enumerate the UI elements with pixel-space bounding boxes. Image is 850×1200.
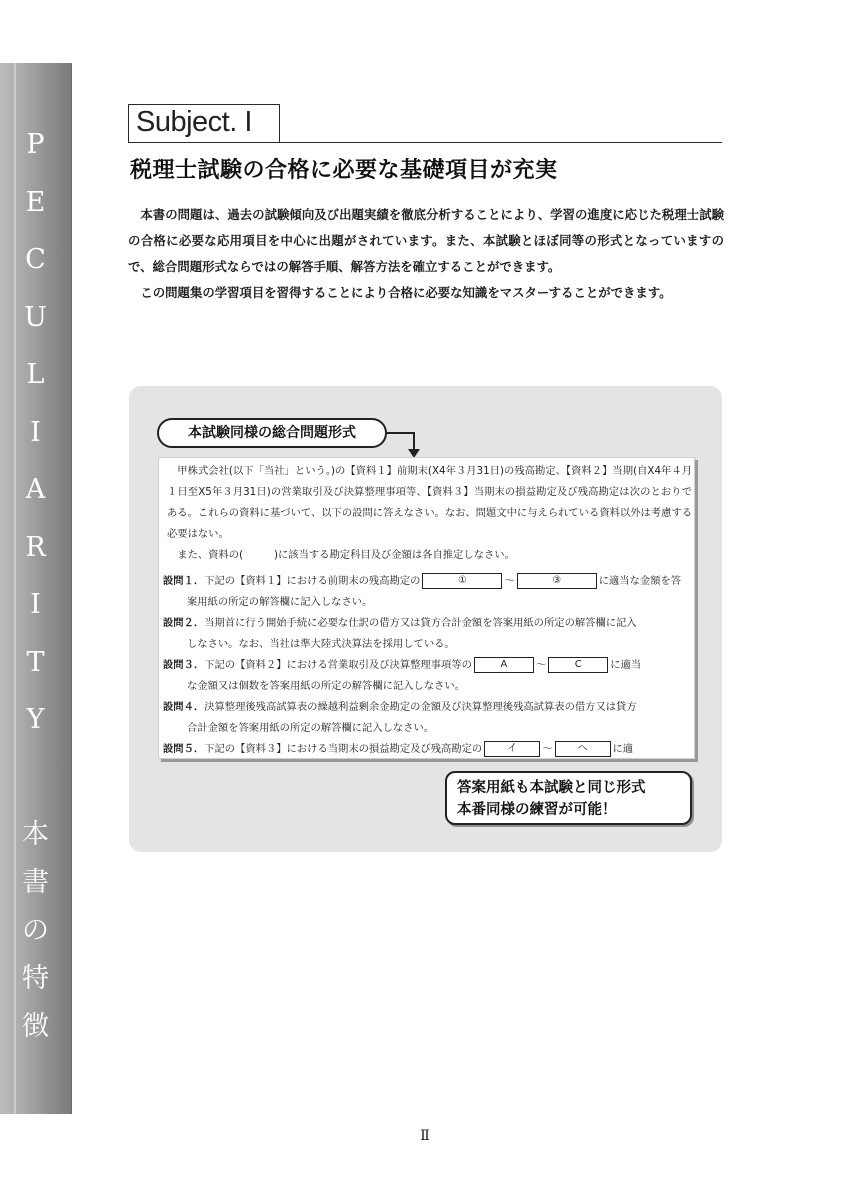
answer-box: A — [474, 657, 534, 673]
page-heading: 税理士試験の合格に必要な基礎項目が充実 — [130, 158, 558, 183]
question-text: な金額又は個数を答案用紙の所定の解答欄に記入しなさい。 — [187, 680, 466, 692]
letter: A — [25, 474, 46, 505]
answer-box: C — [548, 657, 608, 673]
question-number: 設問１． — [163, 575, 205, 587]
char: 書 — [22, 867, 49, 898]
tilde: ～ — [504, 575, 515, 587]
question-number: 設問４． — [163, 701, 205, 713]
char: 本 — [22, 819, 49, 850]
tilde: ～ — [542, 743, 553, 755]
subject-label: Subject. I — [136, 106, 252, 138]
question-text: 案用紙の所定の解答欄に記入しなさい。 — [187, 596, 373, 608]
question-text: 合計金額を答案用紙の所定の解答欄に記入しなさい。 — [187, 722, 435, 734]
letter: U — [24, 301, 47, 333]
char: 徴 — [22, 1011, 49, 1042]
question-number: 設問５． — [163, 743, 205, 755]
question-text: 下記の【資料２】における営業取引及び決算整理事項等の — [204, 659, 472, 671]
question-1 — [163, 571, 691, 613]
callout-note — [445, 771, 692, 825]
tilde: ～ — [535, 659, 547, 671]
question-text: 当期首に行う開始手続に必要な仕訳の借方又は貸方合計金額を答案用紙の所定の解答欄に記入 — [204, 617, 637, 629]
tokucho-vertical-title — [0, 815, 71, 1055]
question-number: 設問２． — [163, 617, 205, 629]
subject-rule — [128, 142, 722, 143]
char: の — [22, 915, 49, 946]
letter: I — [30, 416, 41, 448]
question-4 — [163, 697, 691, 739]
intro-paragraph: 本書の問題は、過去の試験傾向及び出題実績を徹底分析することにより、学習の進度に応じた税理士試験の合格に必要な応用項目を中心に出題がされています。また、本試験とほぼ同等の形式となっていますので、総合問題形式ならではの解答手順、解答方法を確立することができます。 — [128, 207, 724, 274]
question-text: しなさい。なお、当社は準大陸式決算法を採用している。 — [187, 638, 455, 650]
lead-paragraph: また、資料の( )に該当する勘定科目及び金額は各自推定しなさい。 — [177, 549, 515, 561]
question-3 — [163, 655, 691, 697]
letter: E — [25, 186, 46, 218]
question-5 — [163, 739, 691, 759]
question-text: 下記の【資料３】における当期末の損益勘定及び残高勘定の — [204, 743, 483, 755]
question-text: に適当な金額を答 — [598, 575, 682, 587]
question-text: 決算整理後残高試算表の繰越利益剰余金勘定の金額及び決算整理後残高試算表の借方又は貸方 — [204, 701, 637, 713]
question-lead — [167, 461, 692, 566]
answer-box: ヘ — [555, 741, 611, 757]
callout-line: 答案用紙も本試験と同じ形式 — [457, 780, 646, 796]
question-2 — [163, 613, 691, 655]
intro-text — [128, 202, 724, 306]
letter: T — [26, 646, 45, 678]
sample-question-sheet — [158, 457, 695, 759]
letter: P — [26, 129, 45, 160]
question-text: 下記の【資料１】における前期末の残高勘定の — [204, 575, 421, 587]
answer-box: ① — [422, 573, 502, 589]
arrow-line — [387, 432, 415, 434]
page-number: Ⅱ — [420, 1128, 430, 1144]
char: 特 — [22, 963, 49, 994]
question-text: に適 — [612, 743, 634, 755]
question-number: 設問３． — [163, 659, 205, 671]
answer-box: ③ — [517, 573, 597, 589]
letter: R — [25, 531, 46, 563]
letter: C — [25, 244, 46, 275]
letter: I — [30, 589, 41, 620]
format-badge: 本試験同様の総合問題形式 — [157, 418, 387, 448]
peculiarity-vertical-title — [0, 125, 71, 758]
answer-box: イ — [484, 741, 540, 757]
letter: L — [26, 359, 45, 390]
letter: Y — [26, 704, 45, 735]
lead-paragraph: 甲株式会社(以下「当社」という。)の【資料１】前期末(X4年３月31日)の残高勘定、【資料２】当期(自X4年４月１日至X5年３月31日)の営業取引及び決算整理事項等、【資料３】当期末の損益勘定及び残高勘定は次のとおりである。これらの資料に基づいて、以下の設問に答えなさい。なお、問題文中に与えられている資料以外は考慮する必要はない。 — [167, 465, 692, 540]
question-text: に適当 — [610, 659, 642, 671]
intro-paragraph: この問題集の学習項目を習得することにより合格に必要な知識をマスターすることができます。 — [140, 285, 672, 300]
callout-line: 本番同様の練習が可能！ — [457, 802, 617, 818]
